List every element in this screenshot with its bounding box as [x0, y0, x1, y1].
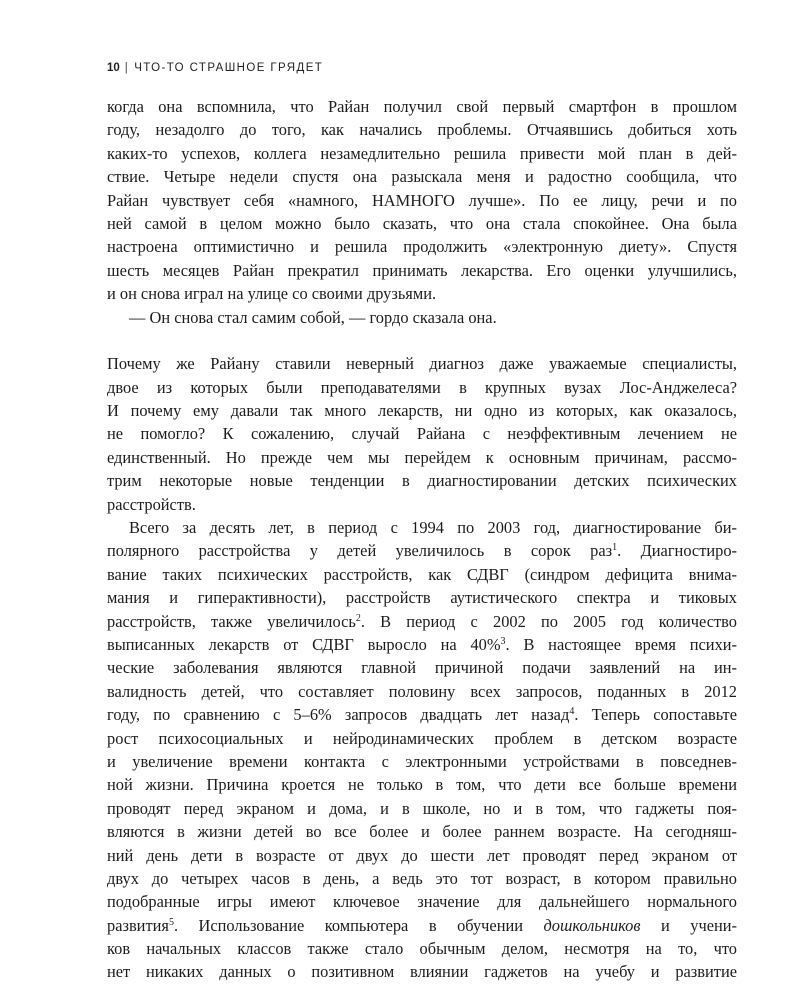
text-line: каких-то успехов, коллега незамедлительно решила привести мой план в дей- [107, 143, 737, 163]
text-line: двух до четырех часов в день, а ведь это тот возраст, в котором правильно [107, 868, 737, 888]
text-line: Почему же Райану ставили неверный диагноз даже уважаемые специалисты, [107, 354, 737, 374]
text-line: трим некоторые новые тенденции в диагностировании детских психических [107, 471, 737, 491]
body-text [107, 95, 737, 984]
text-line: году, незадолго до того, как начались проблемы. Отчаявшись добиться хоть [107, 120, 737, 140]
footnote-ref[interactable]: 5 [168, 916, 174, 928]
text-line: расстройств, также увеличилось$^2$. В период с 2002 по 2005 год количество [107, 611, 737, 631]
footnote-ref[interactable]: 2 [355, 612, 361, 624]
paragraph-gap [107, 329, 737, 352]
chapter-title: ЧТО-ТО СТРАШНОЕ ГРЯДЕТ [134, 62, 324, 74]
text-line: проводят перед экраном и дома, и в школе, но и в том, что гаджеты поя- [107, 798, 737, 818]
text-line: Всего за десять лет, в период с 1994 по 2003 год, диагностирование би- [129, 518, 737, 538]
text-line: ков начальных классов также стало обычным делом, несмотря на то, что [107, 939, 737, 959]
text-line: ний день дети в возрасте от двух до шести лет проводят перед экраном от [107, 845, 737, 865]
text-line: году, по сравнению с 5–6% запросов двадцать лет назад$^4$. Теперь сопоставьте [107, 705, 737, 725]
text-line: нет никаких данных о позитивном влиянии гаджетов на учебу и развитие [107, 962, 737, 982]
text-line: настроена оптимистично и решила продолжить «электронную диету». Спустя [107, 237, 737, 257]
text-line: И почему ему давали так много лекарств, ни одно из которых, как оказалось, [107, 401, 737, 421]
text-line: Райан чувствует себя «намного, НАМНОГО лучше». По ее лицу, речи и по [107, 190, 737, 210]
text-line: ствие. Четыре недели спустя она разыскала меня и радостно сообщила, что [107, 167, 737, 187]
text-line: выписанных лекарств от СДВГ выросло на 40%$^3$. В настоящее время психи- [107, 634, 737, 654]
running-head [107, 62, 323, 74]
text-line: когда она вспомнила, что Райан получил свой первый смартфон в прошлом [107, 97, 737, 116]
text-line: мания и гиперактивности), расстройств аутистического спектра и тиковых [107, 588, 737, 608]
footnote-ref[interactable]: 3 [500, 635, 506, 647]
text-line: подобранные игры имеют ключевое значение для дальнейшего нормального [107, 892, 737, 912]
text-line: валидность детей, что составляет половину всех запросов, поданных в 2012 [107, 681, 737, 701]
footnote-ref[interactable]: 4 [569, 706, 575, 718]
text-line: расстройств. [107, 494, 196, 514]
text-line: развития$^5$. Использование компьютера в обучении дошкольников и учени- [107, 915, 737, 935]
text-line: двое из которых были преподавателями в крупных вузах Лос-Анджелеса? [107, 377, 737, 397]
text-line: вание таких психических расстройств, как СДВГ (синдром дефицита внима- [107, 564, 737, 584]
text-line: вляются в жизни детей во все более и более раннем возрасте. На сегодняш- [107, 822, 737, 842]
text-line: ческие заболевания являются главной причиной подачи заявлений на ин- [107, 658, 737, 678]
text-line: ней самой в целом можно было сказать, что она стала спокойнее. Она была [107, 213, 737, 233]
text-line: и он снова играл на улице со своими друзьями. [107, 284, 437, 304]
text-line: полярного расстройства у детей увеличилось в сорок раз$^1$. Диагностиро- [107, 541, 737, 561]
header-separator: | [124, 62, 130, 74]
text-line: и увеличение времени контакта с электронными устройствами в повседнев- [107, 751, 737, 771]
footnote-ref[interactable]: 1 [612, 542, 618, 554]
text-line: шесть месяцев Райан прекратил принимать лекарства. Его оценки улучшились, [107, 260, 737, 280]
text-line: не помогло? К сожалению, случай Райана с неэффективным лечением не [107, 424, 737, 444]
italic-term: дошкольников [543, 915, 641, 935]
quote-line: — Он снова стал самим собой, — гордо сказала она. [129, 307, 497, 327]
text-line: рост психосоциальных и нейродинамических проблем в детском возрасте [107, 728, 737, 748]
text-line: ной жизни. Причина кроется не только в том, что дети все больше времени [107, 775, 737, 795]
text-line: единственный. Но прежде чем мы перейдем к основным причинам, рассмо- [107, 447, 737, 467]
page-number: 10 [107, 62, 120, 74]
